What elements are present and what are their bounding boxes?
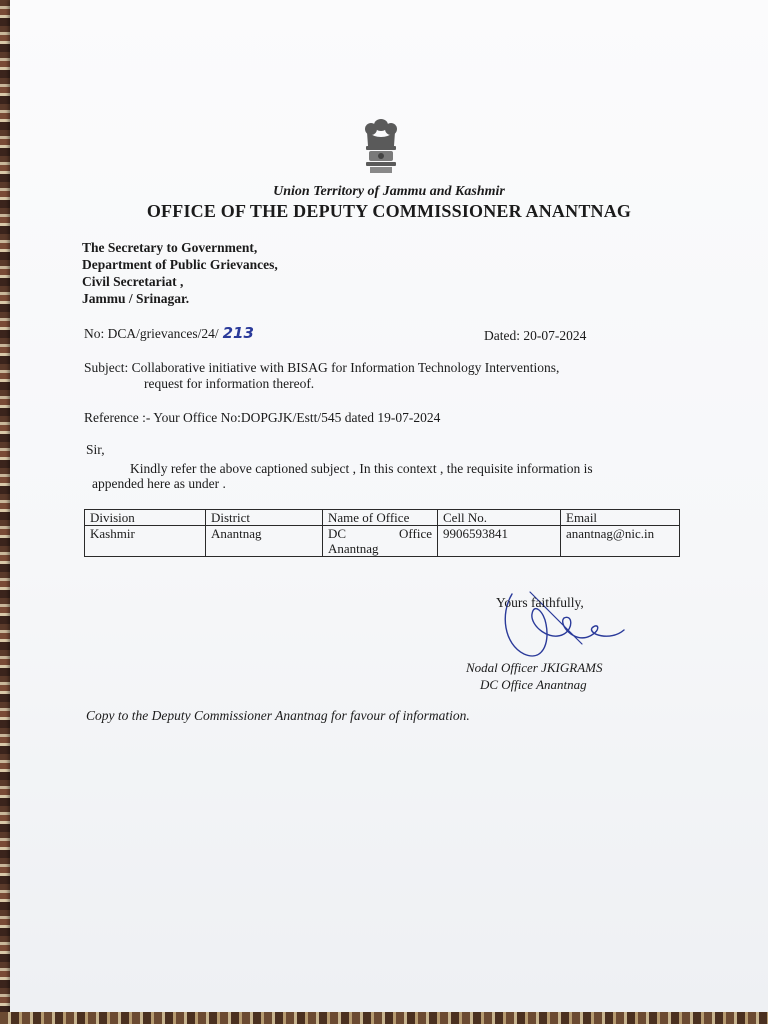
table-cell: Anantnag — [206, 526, 323, 557]
recipient-line: The Secretary to Government, — [82, 240, 258, 255]
table-cell: Kashmir — [85, 526, 206, 557]
subject-line: Subject: Collaborative initiative with BISAG for Information Technology Interventions, — [84, 360, 560, 375]
state-emblem-icon — [358, 116, 404, 176]
table-header-row — [85, 510, 680, 526]
body-paragraph-2: appended here as under . — [92, 476, 226, 491]
ut-title: Union Territory of Jammu and Kashmir — [273, 184, 505, 199]
salutation: Sir, — [86, 442, 105, 457]
letter-number-handwritten: 213 — [222, 324, 254, 342]
table-cell: anantnag@nic.in — [561, 526, 680, 557]
letter-date: Dated: 20-07-2024 — [484, 328, 587, 343]
office-title: OFFICE OF THE DEPUTY COMMISSIONER ANANTNAG — [146, 201, 632, 221]
table-header: District — [206, 510, 323, 526]
recipient-line: Department of Public Grievances, — [82, 257, 278, 272]
body-paragraph: Kindly refer the above captioned subject , In this context , the requisite information is — [130, 461, 593, 476]
table-header: Cell No. — [438, 510, 561, 526]
reference-line: Reference :- Your Office No:DOPGJK/Estt/545 dated 19-07-2024 — [84, 410, 441, 425]
table-header: Email — [561, 510, 680, 526]
letter-number — [84, 324, 254, 342]
office-word: Anantnag — [328, 541, 379, 556]
office-word: Office — [399, 526, 432, 541]
table-row — [85, 526, 680, 557]
fabric-edge-bottom — [0, 1012, 768, 1024]
closing-yours-faithfully: Yours faithfully, — [496, 595, 584, 610]
table-header: Name of Office — [323, 510, 438, 526]
table-cell: 9906593841 — [438, 526, 561, 557]
office-word: DC — [328, 526, 347, 541]
copy-to-line: Copy to the Deputy Commissioner Anantnag for favour of information. — [86, 708, 470, 723]
signatory-office: DC Office Anantnag — [480, 677, 587, 692]
recipient-line: Civil Secretariat , — [82, 274, 184, 289]
table-cell-office — [323, 526, 438, 557]
info-table — [84, 509, 680, 557]
recipient-line: Jammu / Srinagar. — [82, 291, 190, 306]
letter-page — [10, 0, 768, 1016]
table-header: Division — [85, 510, 206, 526]
signatory-designation: Nodal Officer JKIGRAMS — [466, 660, 603, 675]
subject-line-2: request for information thereof. — [144, 376, 315, 391]
letter-number-label: No: DCA/grievances/24/ — [84, 326, 219, 341]
